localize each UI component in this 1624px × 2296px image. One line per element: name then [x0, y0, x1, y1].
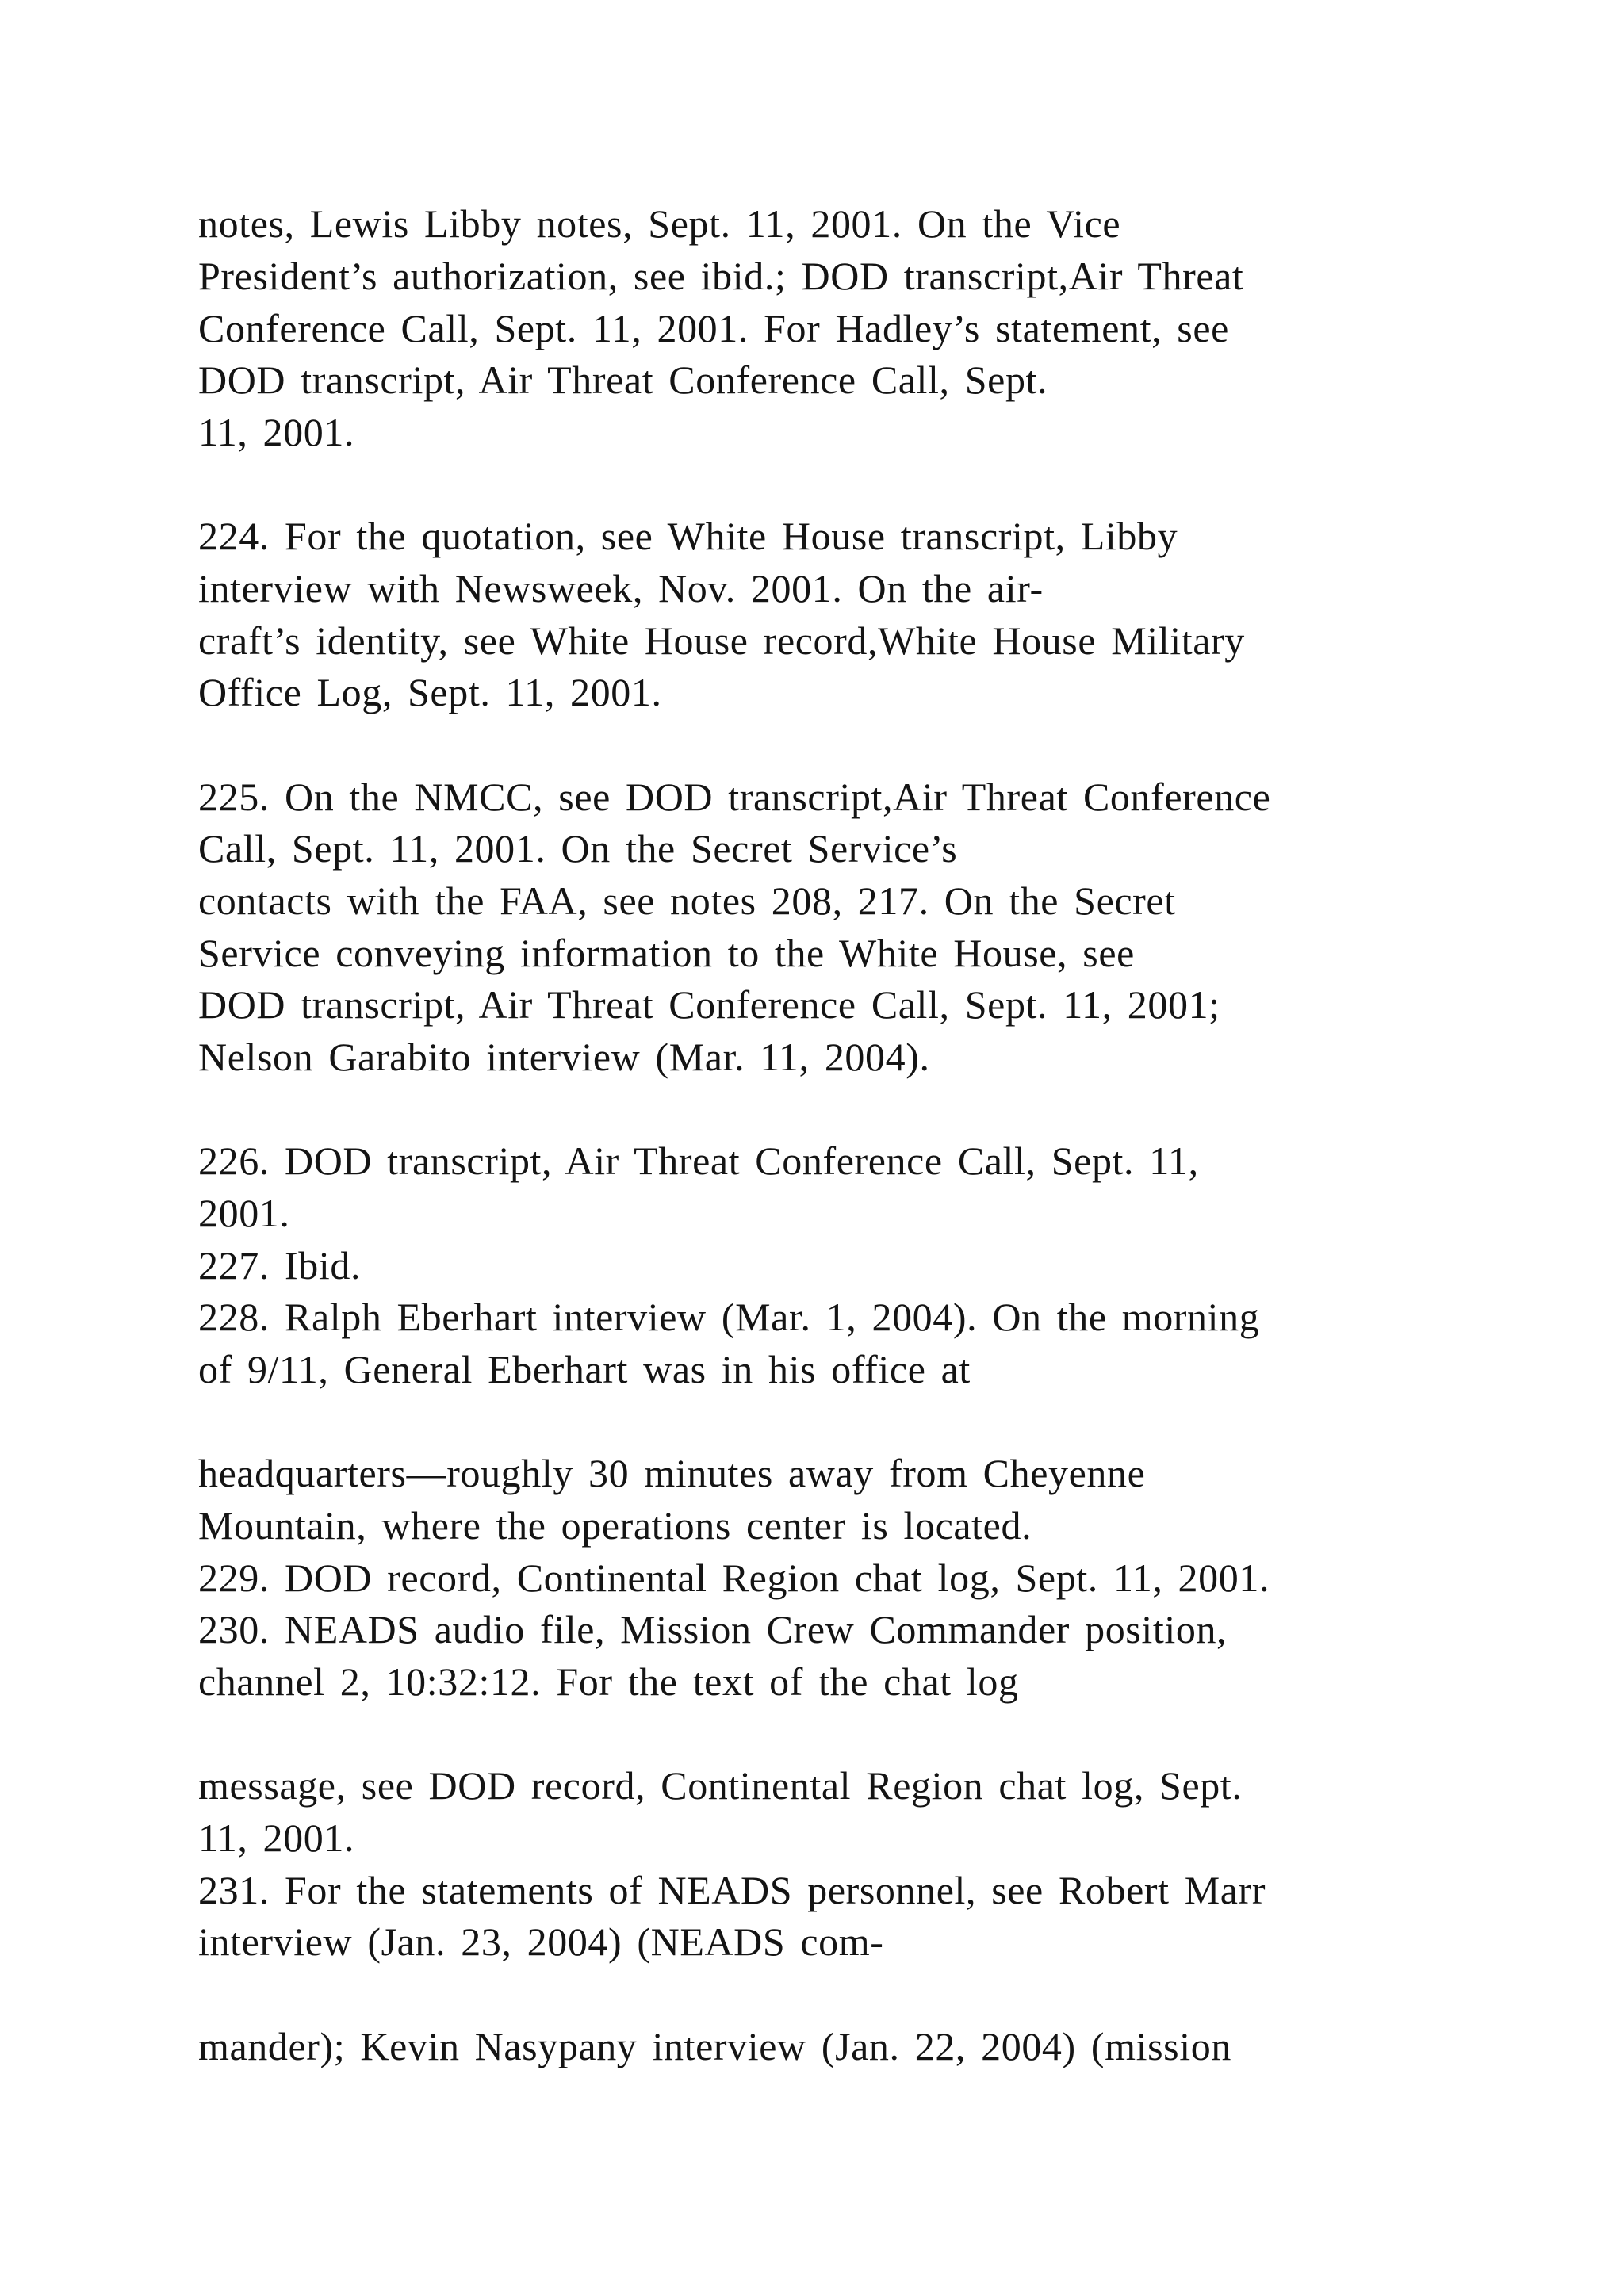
text-line: channel 2, 10:32:12. For the text of the chat log [198, 1659, 1019, 1704]
text-line: notes, Lewis Libby notes, Sept. 11, 2001. On the Vice [198, 201, 1121, 246]
text-line: DOD transcript, Air Threat Conference Call, Sept. [198, 358, 1048, 402]
text-line: 229. DOD record, Continental Region chat log, Sept. 11, 2001. [198, 1556, 1270, 1600]
text-line: interview with Newsweek, Nov. 2001. On the air- [198, 566, 1044, 610]
text-line: of 9/11, General Eberhart was in his office at [198, 1347, 971, 1391]
text-line: DOD transcript, Air Threat Conference Call, Sept. 11, 2001; [198, 982, 1220, 1027]
text-line: 227. Ibid. [198, 1243, 362, 1288]
text-line: Mountain, where the operations center is located. [198, 1503, 1032, 1548]
text-line: craft’s identity, see White House record,White House Military [198, 618, 1245, 663]
text-line: Service conveying information to the White House, see [198, 931, 1135, 975]
text-line: 231. For the statements of NEADS personnel, see Robert Marr [198, 1868, 1266, 1912]
text-line: Conference Call, Sept. 11, 2001. For Hadley’s statement, see [198, 306, 1229, 350]
text-line: 226. DOD transcript, Air Threat Conference Call, Sept. 11, [198, 1138, 1199, 1183]
text-line: 228. Ralph Eberhart interview (Mar. 1, 2004). On the morning [198, 1295, 1260, 1339]
text-line: 11, 2001. [198, 410, 355, 454]
text-line: 11, 2001. [198, 1816, 355, 1860]
text-line: mander); Kevin Nasypany interview (Jan. 22, 2004) (mission [198, 2024, 1231, 2068]
text-line: Office Log, Sept. 11, 2001. [198, 670, 662, 714]
text-line: message, see DOD record, Continental Region chat log, Sept. [198, 1763, 1243, 1808]
text-line: 230. NEADS audio file, Mission Crew Commander position, [198, 1607, 1228, 1651]
text-line: interview (Jan. 23, 2004) (NEADS com- [198, 1919, 884, 1964]
text-line: Call, Sept. 11, 2001. On the Secret Service’s [198, 826, 958, 871]
text-line: 225. On the NMCC, see DOD transcript,Air Threat Conference [198, 775, 1271, 819]
text-line: Nelson Garabito interview (Mar. 11, 2004). [198, 1035, 930, 1079]
text-line: headquarters—roughly 30 minutes away from Cheyenne [198, 1451, 1146, 1495]
text-line: 224. For the quotation, see White House transcript, Libby [198, 514, 1178, 558]
text-line: 2001. [198, 1191, 290, 1235]
text-line: contacts with the FAA, see notes 208, 217. On the Secret [198, 878, 1176, 923]
text-line: President’s authorization, see ibid.; DOD transcript,Air Threat [198, 254, 1244, 298]
